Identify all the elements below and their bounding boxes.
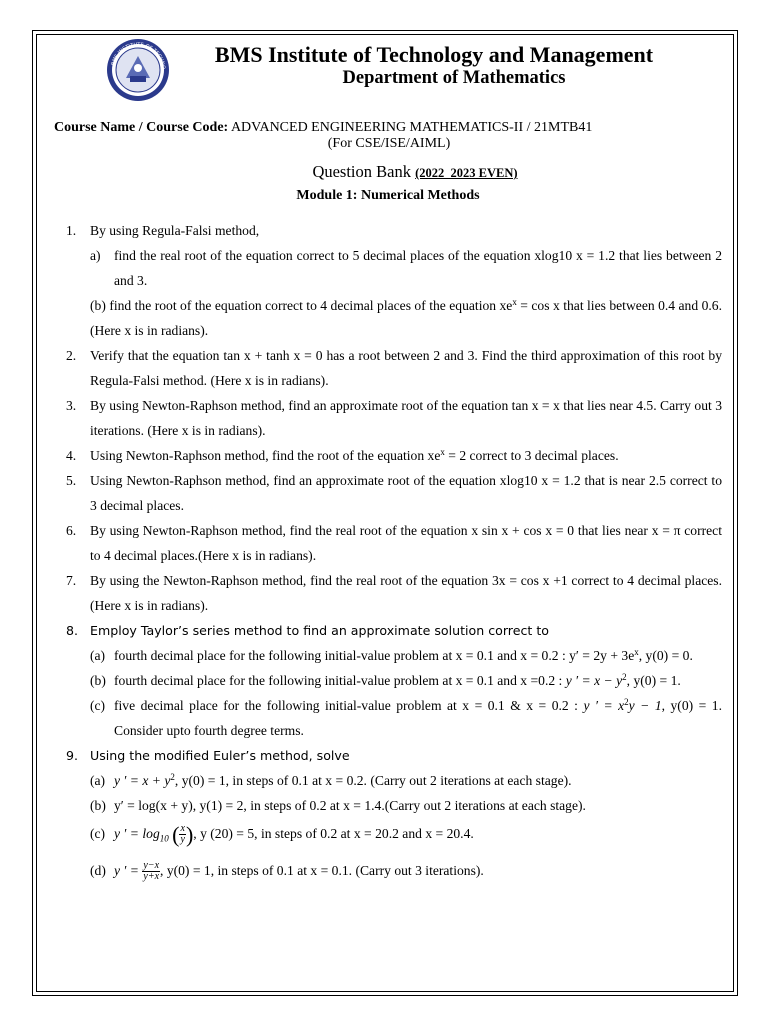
subpart-label: (b): [90, 298, 106, 313]
question-bank-heading: [0, 162, 768, 182]
subpart-text: fourth decimal place for the following initial-value problem at x = 0.1 and x = 0.2 : y′ = 2y + 3e: [114, 648, 635, 663]
equation: y ′ = x + y: [114, 773, 171, 788]
question-1b: [66, 293, 722, 343]
question-text: By using Newton-Raphson method, find the real root of the equation x sin x + cos x = 0 that lies near x = π correct to 4 decimal places.(Here x is in radians).: [90, 523, 722, 563]
subpart-text-cont: , y(0) = 0.: [638, 648, 693, 663]
subpart-text: fourth decimal place for the following initial-value problem at x = 0.1 and x =0.2 :: [114, 673, 563, 688]
question-9c: [66, 818, 722, 855]
close-paren: ): [185, 821, 194, 847]
numerator: y−x: [143, 860, 160, 872]
subpart-text: , y(0) = 1, in steps of 0.1 at x = 0.2. (Carry out 2 iterations at each stage).: [174, 773, 572, 788]
exponent: 2: [622, 672, 627, 682]
exponent: x: [634, 647, 639, 657]
denominator: y: [180, 834, 185, 846]
exponent: 2: [170, 772, 175, 782]
equation: y ′ = x − y: [565, 673, 623, 688]
exponent: x: [512, 297, 517, 307]
question-9: [66, 743, 722, 768]
subpart-label: a): [90, 248, 101, 263]
subpart-label: (b): [90, 673, 106, 688]
equation: y ′ = log: [114, 826, 160, 841]
question-1a: [66, 243, 722, 293]
question-9b: [66, 793, 722, 818]
question-1: [66, 218, 722, 243]
question-text: Using Newton-Raphson method, find the root of the equation xe: [90, 448, 441, 463]
question-9a: [66, 768, 722, 793]
question-number: 5.: [66, 473, 77, 488]
fraction: [142, 861, 160, 882]
question-text: Using Newton-Raphson method, find an approximate root of the equation xlog10 x = 1.2 that is near 2.5 correct to 3 decimal places.: [90, 473, 722, 513]
question-text: By using Newton-Raphson method, find an approximate root of the equation tan x = x that lies near 4.5. Carry out 3 iterations. (Here x is in radians).: [90, 398, 722, 438]
question-bank-label: Question Bank: [312, 162, 411, 181]
question-text-cont: = 2 correct to 3 decimal places.: [444, 448, 619, 463]
question-text: Employ Taylor’s series method to find an approximate solution correct to: [90, 623, 549, 638]
question-9d: [66, 855, 722, 887]
subpart-label: (d): [90, 862, 106, 878]
equation: y ′ =: [114, 862, 139, 878]
course-value: ADVANCED ENGINEERING MATHEMATICS-II / 21MTB41: [230, 120, 593, 135]
question-4: [66, 443, 722, 468]
subpart-text: find the real root of the equation correct to 5 decimal places of the equation xlog10 x = 1.2 that lies between 2 and 3.: [114, 248, 722, 288]
question-list: [66, 218, 722, 887]
subpart-text: five decimal place for the following initial-value problem at x = 0.1 & x = 0.2 :: [114, 698, 578, 713]
question-number: 7.: [66, 573, 77, 588]
question-8a: [66, 643, 722, 668]
subpart-text-cont: , y(0) = 1.: [626, 673, 681, 688]
numerator: x: [180, 823, 185, 835]
subpart-text-cont: , y(0) = 1. Consider upto fourth degree terms.: [114, 698, 722, 738]
equation-cont: y − 1: [628, 698, 662, 713]
question-5: [66, 468, 722, 518]
question-text: Using the modified Euler’s method, solve: [90, 748, 350, 763]
subpart-text-cont: = cos x that lies between 0.4 and 0.6.(Here x is in radians).: [90, 298, 722, 338]
question-number: 2.: [66, 348, 77, 363]
question-number: 1.: [66, 223, 77, 238]
exponent: x: [440, 447, 445, 457]
question-2: [66, 343, 722, 393]
denominator: y+x: [143, 871, 160, 883]
subpart-text: y′ = log(x + y), y(1) = 2, in steps of 0.2 at x = 1.4.(Carry out 2 iterations at each stage).: [114, 798, 586, 813]
course-label: Course Name / Course Code:: [54, 120, 229, 135]
course-branches: (For CSE/ISE/AIML): [327, 136, 451, 151]
question-3: [66, 393, 722, 443]
question-number: 6.: [66, 523, 77, 538]
question-8b: [66, 668, 722, 693]
question-number: 9.: [66, 748, 79, 763]
question-7: [66, 568, 722, 618]
question-text: By using the Newton-Raphson method, find the real root of the equation 3x = cos x +1 correct to 4 decimal places. (Here x is in radians).: [90, 573, 722, 613]
equation: y ′ = x: [583, 698, 625, 713]
subpart-text: find the root of the equation correct to 4 decimal places of the equation xe: [109, 298, 513, 313]
module-title: Module 1: Numerical Methods: [296, 188, 480, 203]
question-8: [66, 618, 722, 643]
subpart-label: (a): [90, 773, 106, 788]
question-number: 8.: [66, 623, 79, 638]
subpart-text: , y (20) = 5, in steps of 0.2 at x = 20.2 and x = 20.4.: [193, 826, 474, 841]
question-8c: [66, 693, 722, 743]
subpart-label: (c): [90, 698, 106, 713]
subpart-text: , y(0) = 1, in steps of 0.1 at x = 0.1. (Carry out 3 iterations).: [160, 862, 484, 878]
academic-year: (2022_2023 EVEN): [415, 166, 518, 180]
subpart-label: (a): [90, 648, 106, 663]
question-number: 4.: [66, 448, 77, 463]
open-paren: (: [172, 821, 180, 847]
question-text: Verify that the equation tan x + tanh x = 0 has a root between 2 and 3. Find the third approximation of this root by Regula-Falsi method. (Here x is in radians).: [90, 348, 722, 388]
log-base: 10: [159, 833, 169, 844]
svg-text:BMS INSTITUTE OF TECHNOLOGY: BMS INSTITUTE OF TECHNO: [110, 41, 167, 70]
institute-name: BMS Institute of Technology and Management: [214, 42, 654, 67]
question-text: By using Regula-Falsi method,: [90, 223, 260, 238]
course-line: [54, 120, 592, 136]
subpart-label: (c): [90, 826, 106, 841]
question-6: [66, 518, 722, 568]
subpart-label: (b): [90, 798, 106, 813]
question-number: 3.: [66, 398, 77, 413]
department-name: Department of Mathematics: [342, 68, 566, 88]
exponent: 2: [624, 697, 629, 707]
